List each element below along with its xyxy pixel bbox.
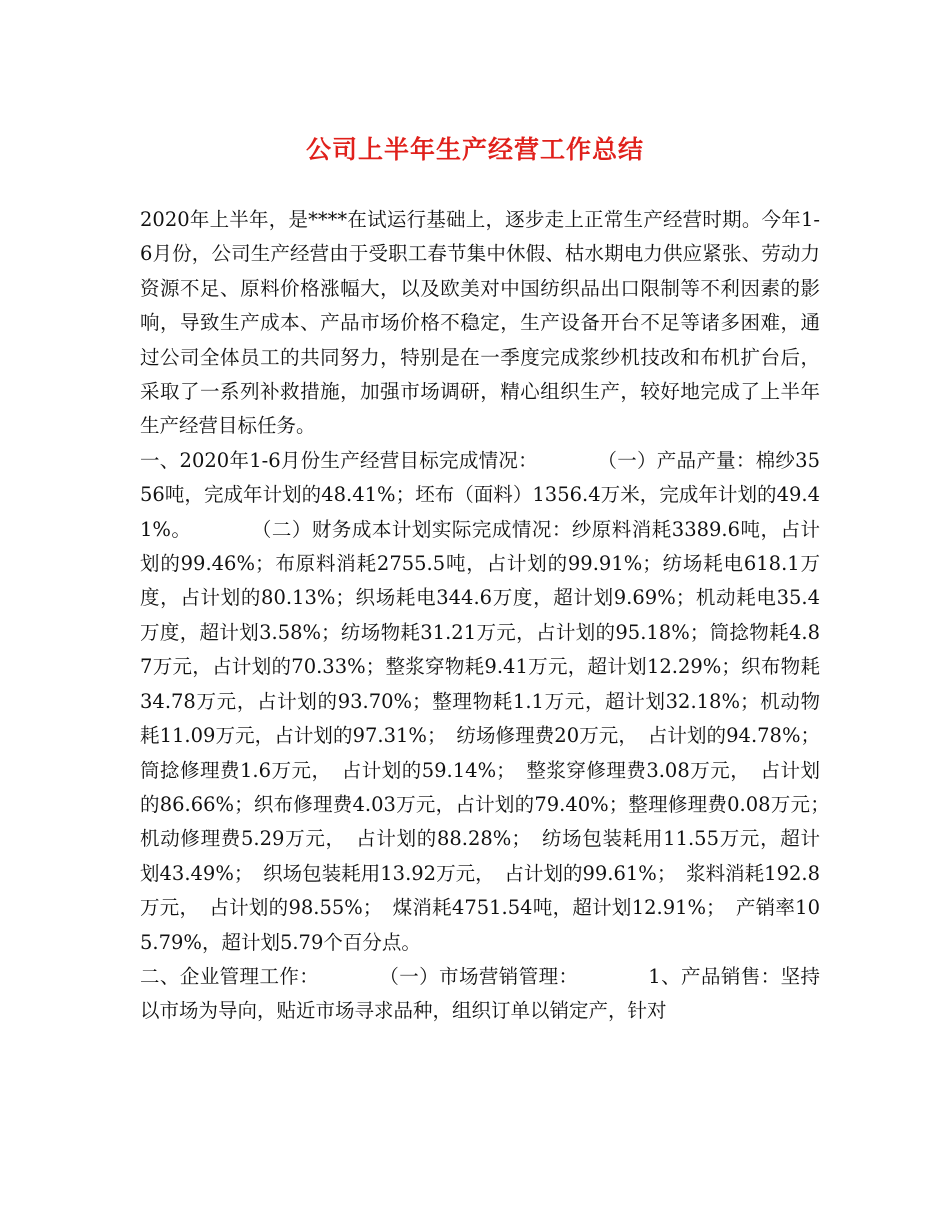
paragraph-section-two: 二、企业管理工作： （一）市场营销管理： 1、产品销售：坚持以市场为导向，贴近市场寻求品种，组织订单以销定产，针对 [140,964,820,1023]
paragraph-section-one: 一、2020年1-6月份生产经营目标完成情况： （一）产品产量：棉纱3556吨，完成年计划的48.41%；坯布（面料）1356.4万米，完成年计划的49.41%。 （二）财务成本计划实际完成情况：纱原料消耗3389.6吨，占计划的99.46%；布原料消耗2755.5吨，占计划的99.91%；纺场耗电618.1万度，占计划的80.13%；织场耗电344.6万度，超计划9.69%；机动耗电35.4万度，超计划3.58%；纺场物耗31.21万元，占计划的95.18%；筒捻物耗4.87万元，占计划的70.33%；整浆穿物耗9.41万元，超计划12.29%；织布物耗34.78万元，占计划的93.70%；整理物耗1.1万元，超计划32.18%；机动物耗11.09万元，占计划的97.31%； 纺场修理费20万元， 占计划的94.78%；筒捻修理费1.6万元， 占计划的59.14%； 整浆穿修理费3.08万元， 占计划的86.66%；织布修理费4.03万元，占计划的79.40%；整理修理费0.08万元； 机动修理费5.29万元， 占计划的88.28%； 纺场包装耗用11.55万元，超计划43.49%； 织场包装耗用13.92万元， 占计划的99.61%； 浆料消耗192.8万元， 占计划的98.55%； 煤消耗4751.54吨，超计划12.91%； 产销率105.79%，超计划5.79个百分点。 [140,448,840,954]
document-body [140,203,840,1029]
document-title: 公司上半年生产经营工作总结 [305,135,644,164]
paragraph-intro: 2020年上半年，是****在试运行基础上，逐步走上正常生产经营时期。今年1-6月份，公司生产经营由于受职工春节集中休假、枯水期电力供应紧张、劳动力资源不足、原料价格涨幅大，以及欧美对中国纺织品出口限制等不利因素的影响，导致生产成本、产品市场价格不稳定，生产设备开台不足等诸多困难，通过公司全体员工的共同努力，特别是在一季度完成浆纱机技改和布机扩台后，采取了一系列补救措施，加强市场调研，精心组织生产，较好地完成了上半年生产经营目标任务。 [140,208,820,438]
